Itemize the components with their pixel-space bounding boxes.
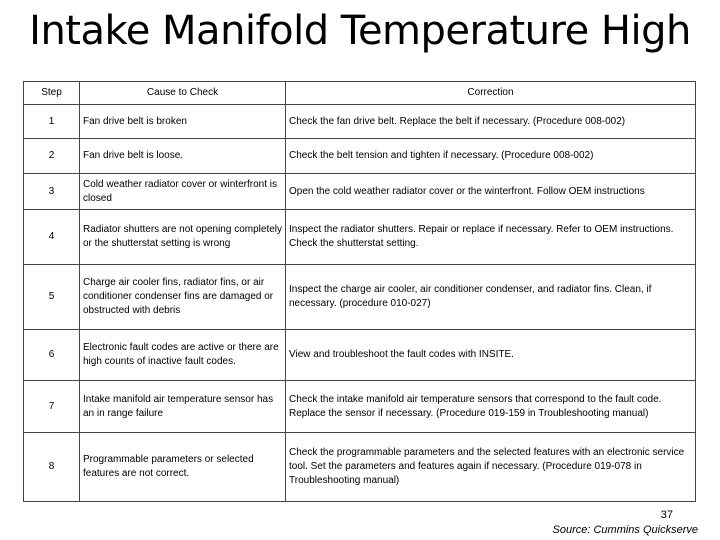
cause-cell: Cold weather radiator cover or winterfront is closed <box>80 174 286 210</box>
correction-cell: Check the intake manifold air temperature sensors that correspond to the fault code. Replace the sensor if necessary. (Procedure 019-159 in Troubleshooting manual) <box>286 381 696 433</box>
source-credit: Source: Cummins Quickserve <box>552 524 698 536</box>
step-cell: 3 <box>24 174 80 210</box>
slide-title: Intake Manifold Temperature High <box>29 8 691 54</box>
correction-cell: Check the fan drive belt. Replace the belt if necessary. (Procedure 008-002) <box>286 105 696 139</box>
correction-cell: View and troubleshoot the fault codes with INSITE. <box>286 330 696 381</box>
table-header-row <box>24 82 696 105</box>
troubleshooting-table <box>23 81 696 502</box>
cause-cell: Electronic fault codes are active or there are high counts of inactive fault codes. <box>80 330 286 381</box>
step-cell: 6 <box>24 330 80 381</box>
table-row <box>24 433 696 502</box>
table-row <box>24 265 696 330</box>
step-cell: 4 <box>24 210 80 265</box>
step-cell: 7 <box>24 381 80 433</box>
correction-cell: Inspect the radiator shutters. Repair or replace if necessary. Refer to OEM instructions. Check the shutterstat setting. <box>286 210 696 265</box>
step-cell: 2 <box>24 139 80 174</box>
table-row <box>24 381 696 433</box>
correction-cell: Open the cold weather radiator cover or the winterfront. Follow OEM instructions <box>286 174 696 210</box>
correction-cell: Inspect the charge air cooler, air conditioner condenser, and radiator fins. Clean, if necessary. (procedure 010-027) <box>286 265 696 330</box>
table-row <box>24 139 696 174</box>
header-step: Step <box>24 82 80 105</box>
cause-cell: Fan drive belt is broken <box>80 105 286 139</box>
table-row <box>24 105 696 139</box>
page-number: 37 <box>660 509 673 521</box>
table-row <box>24 330 696 381</box>
step-cell: 8 <box>24 433 80 502</box>
correction-cell: Check the belt tension and tighten if necessary. (Procedure 008-002) <box>286 139 696 174</box>
cause-cell: Programmable parameters or selected features are not correct. <box>80 433 286 502</box>
cause-cell: Radiator shutters are not opening completely or the shutterstat setting is wrong <box>80 210 286 265</box>
cause-cell: Intake manifold air temperature sensor has an in range failure <box>80 381 286 433</box>
step-cell: 5 <box>24 265 80 330</box>
cause-cell: Fan drive belt is loose. <box>80 139 286 174</box>
table-row <box>24 174 696 210</box>
header-correction: Correction <box>286 82 696 105</box>
table-row <box>24 210 696 265</box>
correction-cell: Check the programmable parameters and the selected features with an electronic service tool. Set the parameters and features again if necessary. (Procedure 019-078 in Troubleshooting manual) <box>286 433 696 502</box>
cause-cell: Charge air cooler fins, radiator fins, or air conditioner condenser fins are damaged or obstructed with debris <box>80 265 286 330</box>
step-cell: 1 <box>24 105 80 139</box>
header-cause: Cause to Check <box>80 82 286 105</box>
